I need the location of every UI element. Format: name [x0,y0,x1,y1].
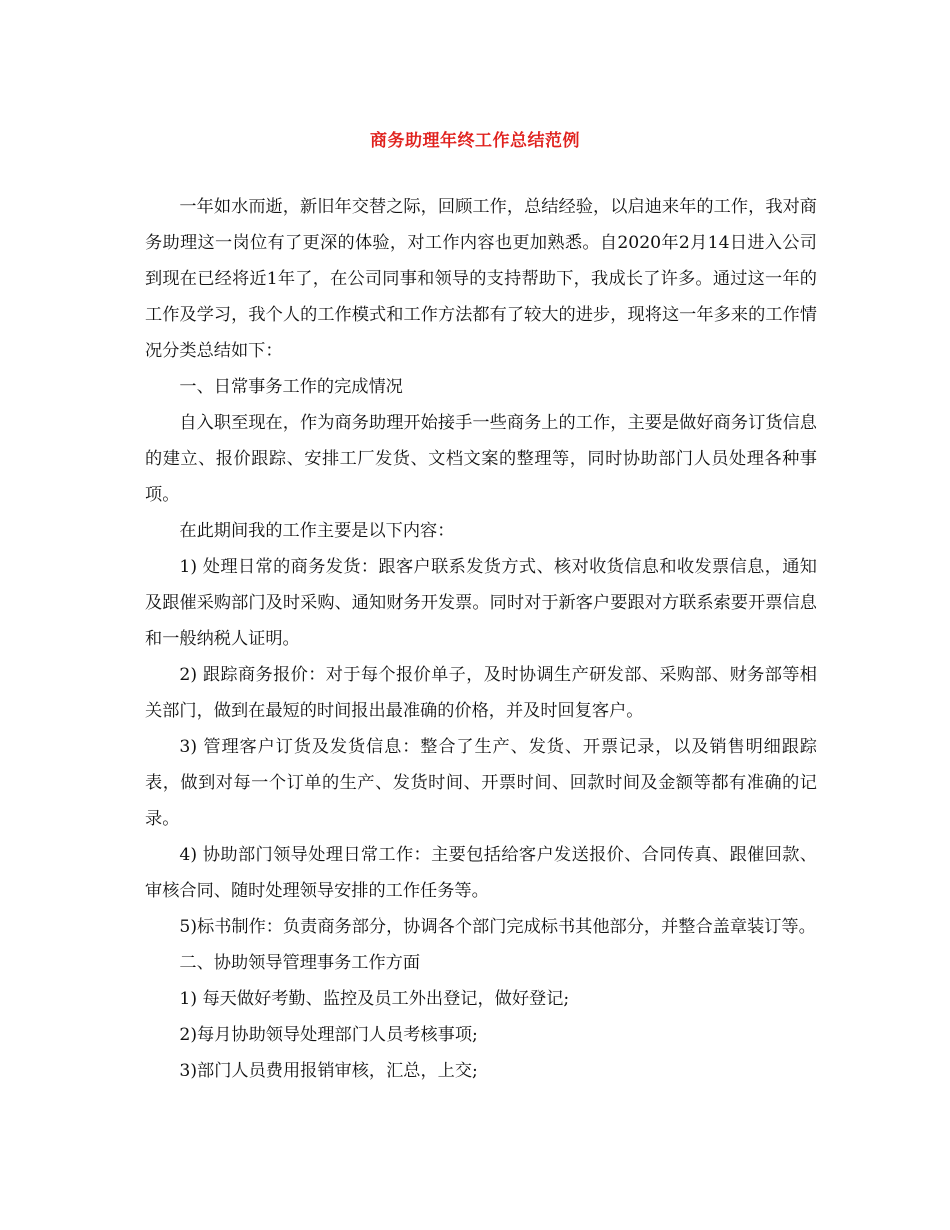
paragraph: 在此期间我的工作主要是以下内容： [179,521,455,541]
list-item: 1) 每天做好考勤、监控及员工外出登记，做好登记; [179,989,570,1009]
list-item: 3) 管理客户订货及发货信息：整合了生产、发货、开票记录，以及销售明细跟踪表，做到对每一个订单的生产、发货时间、开票时间、回款时间及金额等都有准确的记录。 [145,737,817,829]
section-heading-1: 一、日常事务工作的完成情况 [179,377,403,397]
document-body [145,189,817,1089]
list-item: 1) 处理日常的商务发货：跟客户联系发货方式、核对收货信息和收发票信息，通知及跟催采购部门及时采购、通知财务开发票。同时对于新客户要跟对方联系索要开票信息和一般纳税人证明。 [145,557,817,649]
list-item: 2)每月协助领导处理部门人员考核事项; [179,1025,478,1045]
list-item: 4) 协助部门领导处理日常工作：主要包括给客户发送报价、合同传真、跟催回款、审核合同、随时处理领导安排的工作任务等。 [145,845,817,901]
paragraph: 自入职至现在，作为商务助理开始接手一些商务上的工作，主要是做好商务订货信息的建立、报价跟踪、安排工厂发货、文档文案的整理等，同时协助部门人员处理各种事项。 [145,413,817,505]
section-heading-2: 二、协助领导管理事务工作方面 [179,953,421,973]
list-item: 3)部门人员费用报销审核，汇总，上交; [179,1061,478,1081]
document-title: 商务助理年终工作总结范例 [370,131,580,151]
list-item: 2) 跟踪商务报价：对于每个报价单子，及时协调生产研发部、采购部、财务部等相关部门，做到在最短的时间报出最准确的价格，并及时回复客户。 [145,665,817,721]
paragraph-intro: 一年如水而逝，新旧年交替之际，回顾工作，总结经验，以启迪来年的工作，我对商务助理这一岗位有了更深的体验，对工作内容也更加熟悉。自2020年2月14日进入公司到现在已经将近1年了，在公司同事和领导的支持帮助下，我成长了许多。通过这一年的工作及学习，我个人的工作模式和工作方法都有了较大的进步，现将这一年多来的工作情况分类总结如下： [145,197,817,361]
list-item: 5)标书制作：负责商务部分，协调各个部门完成标书其他部分，并整合盖章装订等。 [179,917,816,937]
